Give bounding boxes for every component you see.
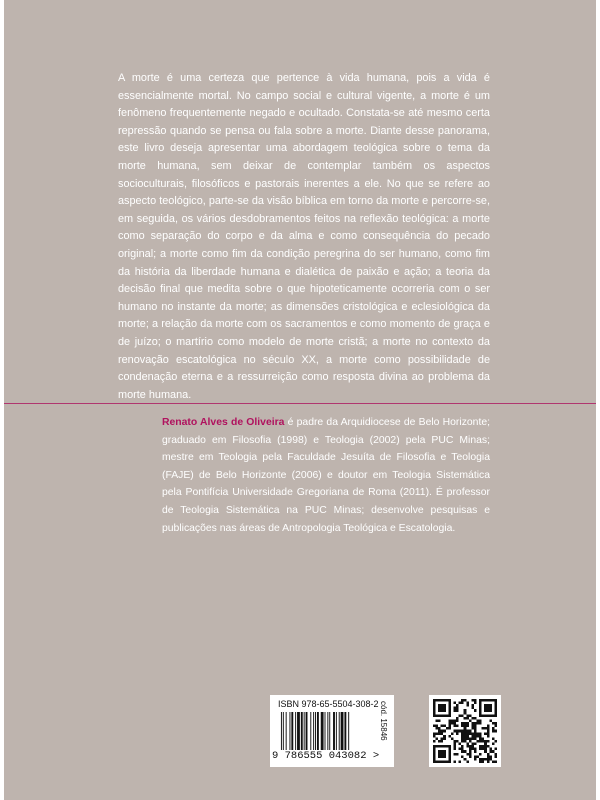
book-blurb: A morte é uma certeza que pertence à vida humana, pois a vida é essencialmente mortal. No campo social e cultural vigente, a morte é um fenômeno frequentemente negado e ocultado. Constata-se até mesmo certa repressão quando se pensa ou fala sobre a morte. Diante desse panorama, este livro deseja apresentar uma abordagem teológica sobre o tema da morte humana, sem deixar de contemplar também os aspectos socioculturais, filosóficos e pastorais inerentes a ele. No que se refere ao aspecto teológico, parte-se da visão bíblica em torno da morte e percorre-se, em seguida, os vários desdobramentos feitos na reflexão teológica: a morte como separação do corpo e da alma e como consequência do pecado original; a morte como fim da condição peregrina do ser humano, como fim da história da liberdade humana e dialética de paixão e ação; a teoria da decisão final que medita sobre o que hipoteticamente ocorreria com o ser humano no instante da morte; as dimensões cristológica e eclesiológica da morte; a relação da morte com os sacramentos e como momento de graça e de juízo; o martírio como modelo de morte cristã; a morte no contexto da renovação escatológica no século XX, a morte como possibilidade de condenação eterna e a ressurreição como resposta divina ao problema da morte humana. <box>118 72 490 401</box>
author-bio-text: é padre da Arquidiocese de Belo Horizonte; graduado em Filosofia (1998) e Teologia (2002) pela PUC Minas; mestre em Teologia pela Faculdade Jesuíta de Filosofia e Teologia (FAJE) de Belo Horizonte (2006) e doutor em Teologia Sistemática pela Pontifícia Universidade Gregoriana de Roma (2011). É professor de Teologia Sistemática na PUC Minas; desenvolve pesquisas e publicações nas áreas de Antropologia Teológica e Escatologia. <box>162 417 491 534</box>
section-divider <box>4 403 596 404</box>
qr-code-icon <box>433 699 497 763</box>
barcode-icon <box>280 712 370 750</box>
barcode-label <box>270 695 394 767</box>
product-code-text: cód. 15846 <box>379 701 388 741</box>
product-code <box>376 701 390 763</box>
author-bio <box>162 414 490 537</box>
isbn-text: ISBN 978-65-5504-308-2 <box>278 699 379 709</box>
barcode-digits: 9 786555 043082 > <box>272 750 380 762</box>
back-cover <box>4 0 596 800</box>
qr-code <box>429 695 501 767</box>
author-name: Renato Alves de Oliveira <box>162 417 285 428</box>
